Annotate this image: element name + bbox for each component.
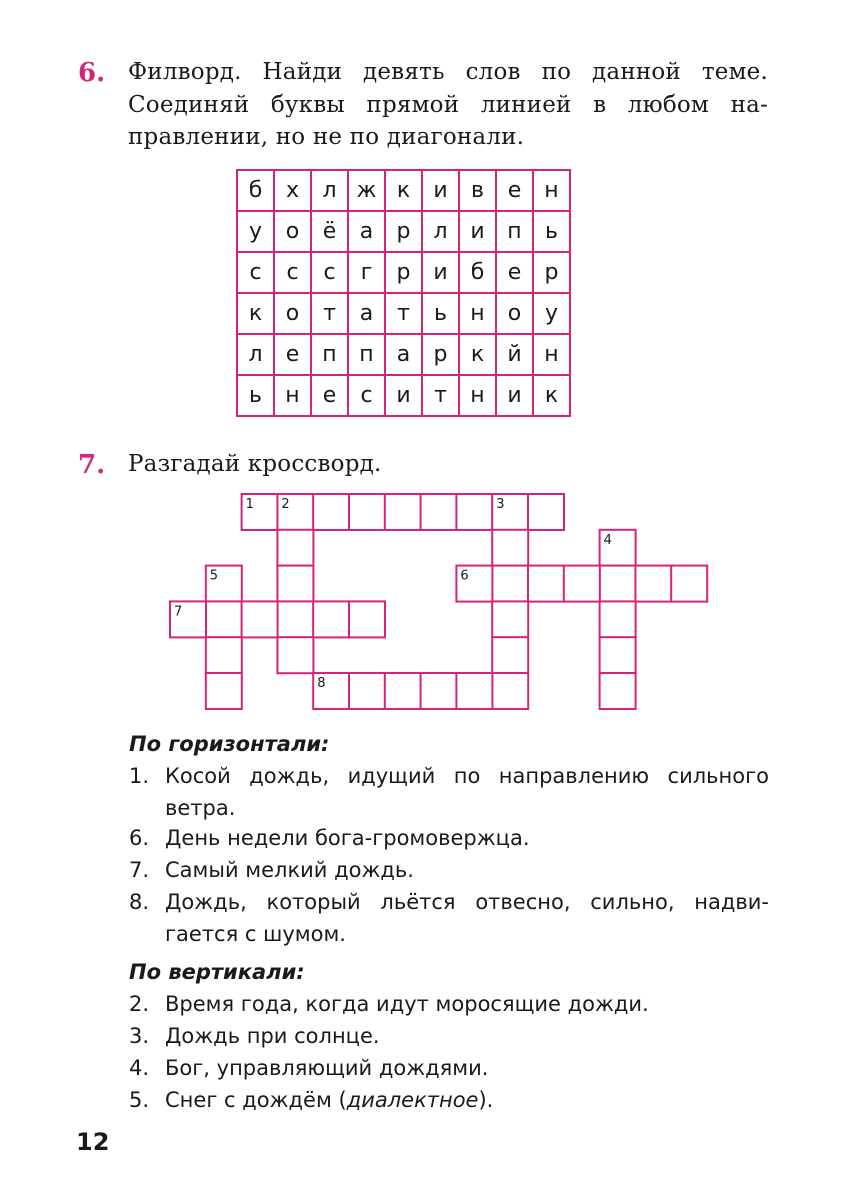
word-search-cell[interactable]: е xyxy=(496,252,533,293)
word-search-cell[interactable]: н xyxy=(459,375,496,416)
word-search-cell[interactable]: о xyxy=(274,293,311,334)
word-search-cell[interactable]: е xyxy=(496,170,533,211)
clue-text: Дождь, который льётся отвесно, сильно, надви- xyxy=(165,890,769,914)
clue-number: 4. xyxy=(129,1056,150,1080)
crossword-cell-number: 3 xyxy=(496,497,505,512)
word-search-cell[interactable]: й xyxy=(496,334,533,375)
word-search-row xyxy=(237,293,570,334)
crossword-cell[interactable] xyxy=(277,601,313,637)
word-search-cell[interactable]: к xyxy=(385,170,422,211)
crossword-cell[interactable] xyxy=(349,494,385,530)
word-search-cell[interactable]: п xyxy=(348,334,385,375)
clue-number: 1. xyxy=(129,764,150,788)
clue-number: 6. xyxy=(129,826,150,850)
clue-text-part: ). xyxy=(478,1088,494,1112)
crossword-cell[interactable] xyxy=(206,637,242,673)
word-search-cell[interactable]: н xyxy=(274,375,311,416)
clue-across xyxy=(129,886,769,950)
crossword-cell[interactable] xyxy=(528,566,564,602)
clue-text: Самый мелкий дождь. xyxy=(165,858,414,882)
word-search-cell[interactable]: н xyxy=(533,170,570,211)
crossword-cell[interactable] xyxy=(492,601,528,637)
word-search-cell[interactable]: т xyxy=(422,375,459,416)
clue-number: 8. xyxy=(129,890,150,914)
crossword-cell[interactable] xyxy=(564,566,600,602)
word-search-cell[interactable]: п xyxy=(311,334,348,375)
crossword-cell[interactable] xyxy=(349,673,385,709)
task-number: 6. xyxy=(78,58,106,88)
word-search-grid xyxy=(236,169,571,417)
clue-number: 5. xyxy=(129,1088,150,1112)
clue-down xyxy=(129,988,769,1020)
crossword-cell[interactable] xyxy=(349,601,385,637)
crossword-cell-number: 6 xyxy=(460,568,469,584)
word-search-row xyxy=(237,375,570,416)
word-search-cell[interactable]: р xyxy=(385,252,422,293)
word-search-cell[interactable]: л xyxy=(422,211,459,252)
crossword-cell[interactable] xyxy=(206,673,242,709)
word-search-cell[interactable]: л xyxy=(237,334,274,375)
word-search-cell[interactable]: н xyxy=(533,334,570,375)
crossword-cell[interactable] xyxy=(671,566,707,602)
crossword-cell[interactable] xyxy=(421,673,457,709)
word-search-cell[interactable]: и xyxy=(385,375,422,416)
crossword-cell[interactable] xyxy=(492,566,528,602)
word-search-row xyxy=(237,252,570,293)
word-search-cell[interactable]: ж xyxy=(348,170,385,211)
clue-text: Бог, управляющий дождями. xyxy=(165,1056,489,1080)
word-search-cell[interactable]: б xyxy=(459,252,496,293)
crossword-cell[interactable] xyxy=(492,637,528,673)
word-search-cell[interactable]: с xyxy=(274,252,311,293)
clue-across xyxy=(129,822,769,854)
word-search-cell[interactable]: в xyxy=(459,170,496,211)
down-heading: По вертикали: xyxy=(129,960,305,984)
word-search-cell[interactable]: б xyxy=(237,170,274,211)
word-search-cell[interactable]: ь xyxy=(237,375,274,416)
word-search-cell[interactable]: ё xyxy=(311,211,348,252)
clue-across xyxy=(129,760,769,824)
crossword-cell[interactable] xyxy=(635,566,671,602)
clue-text-part: Снег с дождём ( xyxy=(165,1088,347,1112)
clue-down xyxy=(129,1020,769,1052)
clue-text: День недели бога-громовержца. xyxy=(165,826,530,850)
word-search-cell[interactable]: с xyxy=(237,252,274,293)
word-search-cell[interactable]: р xyxy=(385,211,422,252)
crossword-cell[interactable] xyxy=(600,601,636,637)
word-search-cell[interactable]: о xyxy=(496,293,533,334)
word-search-cell[interactable]: е xyxy=(311,375,348,416)
word-search-cell[interactable]: х xyxy=(274,170,311,211)
word-search-cell[interactable]: ь xyxy=(422,293,459,334)
crossword-cell[interactable] xyxy=(385,673,421,709)
crossword-cell[interactable] xyxy=(277,530,313,566)
crossword-cell[interactable] xyxy=(242,601,278,637)
crossword-cell[interactable] xyxy=(600,566,636,602)
clue-number: 2. xyxy=(129,992,150,1016)
word-search-cell[interactable]: л xyxy=(311,170,348,211)
crossword-cell[interactable] xyxy=(277,637,313,673)
word-search-cell[interactable]: к xyxy=(237,293,274,334)
clue-text: Косой дождь, идущий по направлению сильного xyxy=(165,764,769,788)
word-search-cell[interactable]: н xyxy=(459,293,496,334)
task-instruction: Разгадай кроссворд. xyxy=(128,451,382,477)
word-search-cell[interactable]: ь xyxy=(533,211,570,252)
clue-text: гается с шумом. xyxy=(165,922,346,946)
word-search-cell[interactable]: г xyxy=(348,252,385,293)
word-search-cell[interactable]: у xyxy=(533,293,570,334)
crossword-cell[interactable] xyxy=(528,494,564,530)
word-search-cell[interactable]: к xyxy=(533,375,570,416)
word-search-cell[interactable]: е xyxy=(274,334,311,375)
word-search-cell[interactable]: п xyxy=(496,211,533,252)
word-search-cell[interactable]: у xyxy=(237,211,274,252)
clue-text xyxy=(165,1084,769,1116)
word-search-cell[interactable]: о xyxy=(274,211,311,252)
crossword-cell-number: 5 xyxy=(209,568,219,584)
word-search-cell[interactable]: а xyxy=(348,211,385,252)
crossword-cell[interactable] xyxy=(456,673,492,709)
clue-text: Дождь при солнце. xyxy=(165,1024,380,1048)
crossword-cell-number: 1 xyxy=(245,497,254,512)
clue-number: 7. xyxy=(129,858,150,882)
word-search-cell[interactable]: а xyxy=(385,334,422,375)
crossword-cell[interactable] xyxy=(600,637,636,673)
word-search-cell[interactable]: с xyxy=(348,375,385,416)
word-search-cell[interactable]: к xyxy=(459,334,496,375)
word-search-cell[interactable]: т xyxy=(385,293,422,334)
clue-text: Время года, когда идут моросящие дожди. xyxy=(165,992,649,1016)
crossword-cell[interactable] xyxy=(313,494,349,530)
clue-across xyxy=(129,854,769,886)
word-search-cell[interactable]: с xyxy=(311,252,348,293)
crossword-cell[interactable] xyxy=(277,566,313,602)
across-heading: По горизонтали: xyxy=(129,732,330,756)
word-search-cell[interactable]: и xyxy=(422,252,459,293)
crossword-cell[interactable] xyxy=(421,494,457,530)
crossword-cell[interactable] xyxy=(385,494,421,530)
instruction-line: Филворд. Найди девять слов по данной теме. xyxy=(128,59,768,85)
crossword-cell-number: 4 xyxy=(603,532,612,548)
word-search-cell[interactable]: и xyxy=(422,170,459,211)
crossword-cell[interactable] xyxy=(492,673,528,709)
word-search-row xyxy=(237,211,570,252)
word-search-cell[interactable]: а xyxy=(348,293,385,334)
crossword-cell[interactable] xyxy=(600,673,636,709)
clue-down xyxy=(129,1052,769,1084)
page-number: 12 xyxy=(76,1128,110,1156)
word-search-cell[interactable]: и xyxy=(496,375,533,416)
crossword-cell[interactable] xyxy=(206,601,242,637)
word-search-row xyxy=(237,170,570,211)
word-search-cell[interactable]: т xyxy=(311,293,348,334)
instruction-line: правлении, но не по диагонали. xyxy=(128,124,525,150)
task-number: 7. xyxy=(78,450,106,480)
clue-down xyxy=(129,1084,769,1116)
word-search-row xyxy=(237,334,570,375)
crossword-cell[interactable] xyxy=(313,601,349,637)
task-instruction xyxy=(128,56,768,154)
crossword-cell-number: 2 xyxy=(281,497,290,512)
clue-number: 3. xyxy=(129,1024,150,1048)
clue-text-italic: диалектное xyxy=(346,1088,479,1112)
word-search-cell[interactable]: и xyxy=(459,211,496,252)
crossword-cell-number: 8 xyxy=(317,676,326,691)
word-search-cell[interactable]: р xyxy=(422,334,459,375)
crossword-cell-number: 7 xyxy=(174,604,183,620)
clue-text: ветра. xyxy=(165,796,236,820)
word-search-cell[interactable]: р xyxy=(533,252,570,293)
crossword-cell[interactable] xyxy=(456,494,492,530)
crossword-cell[interactable] xyxy=(492,530,528,566)
instruction-line: Соединяй буквы прямой линией в любом на- xyxy=(128,91,768,118)
